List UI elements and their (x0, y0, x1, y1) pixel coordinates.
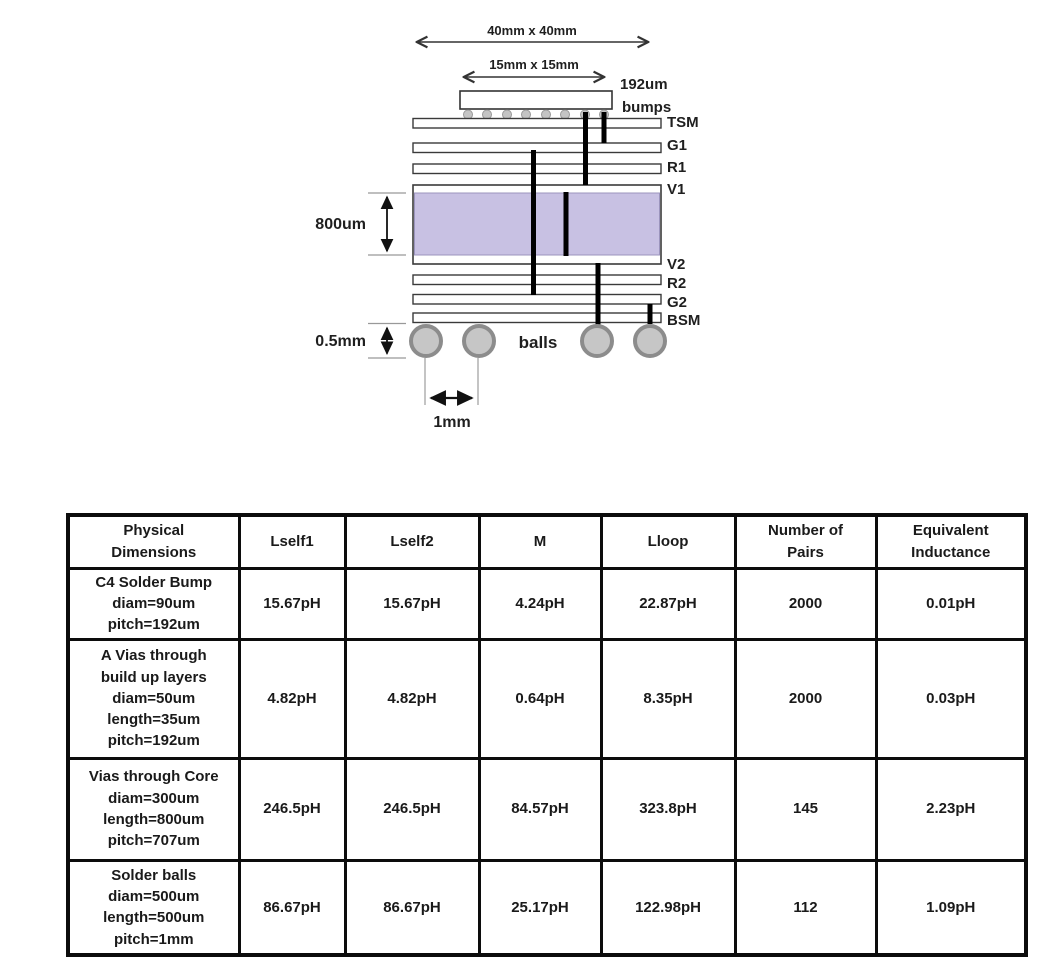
layer-r2 (413, 275, 661, 285)
bump-circle (561, 110, 570, 119)
value-cell: 8.35pH (601, 639, 735, 758)
bump-circle (503, 110, 512, 119)
column-header-number-of-pairs: Number of Pairs (735, 515, 876, 568)
label-v2: V2 (667, 256, 686, 273)
value-cell: 112 (735, 860, 876, 955)
label-r2: R2 (667, 275, 687, 292)
value-cell: 15.67pH (239, 568, 345, 639)
column-header-lself2: Lself2 (345, 515, 479, 568)
column-header-lself1: Lself1 (239, 515, 345, 568)
die-rect (460, 91, 612, 109)
value-cell: 4.24pH (479, 568, 601, 639)
bumps-label-line2: bumps (622, 99, 672, 116)
value-cell: 0.03pH (876, 639, 1026, 758)
value-cell: 4.82pH (239, 639, 345, 758)
via-through-core (564, 192, 569, 256)
value-cell: 0.01pH (876, 568, 1026, 639)
dimension-cell: A Vias through build up layers diam=50um length=35um pitch=192um (68, 639, 239, 758)
ball-circle (635, 326, 665, 356)
layer-tsm (413, 119, 661, 129)
label-r1: R1 (667, 159, 687, 176)
dim-label-15mm: 15mm x 15mm (489, 57, 579, 72)
value-cell: 84.57pH (479, 758, 601, 860)
layer-g1 (413, 143, 661, 153)
table-row-vias-buildup (68, 639, 1026, 758)
via-g1-to-g2 (531, 150, 536, 295)
dim-label-0.5mm: 0.5mm (315, 333, 366, 350)
via-bump-to-v1 (583, 112, 588, 185)
value-cell: 4.82pH (345, 639, 479, 758)
inductance-table (66, 513, 1028, 957)
via-bsm-to-ball (648, 304, 653, 324)
table-row-solder-balls (68, 860, 1026, 955)
value-cell: 1.09pH (876, 860, 1026, 955)
value-cell: 145 (735, 758, 876, 860)
value-cell: 25.17pH (479, 860, 601, 955)
ball-circle (464, 326, 494, 356)
value-cell: 2000 (735, 568, 876, 639)
label-g2: G2 (667, 294, 688, 311)
value-cell: 2.23pH (876, 758, 1026, 860)
column-header-equivalent-inductance: Equivalent Inductance (876, 515, 1026, 568)
label-bsm: BSM (667, 312, 701, 329)
via-v2-to-ball (596, 263, 601, 325)
label-tsm: TSM (667, 114, 699, 131)
value-cell: 0.64pH (479, 639, 601, 758)
column-header-physical-dimensions: Physical Dimensions (68, 515, 239, 568)
layer-g2 (413, 295, 661, 305)
label-v1: V1 (667, 181, 686, 198)
core-body (415, 193, 660, 255)
dim-label-800um: 800um (315, 216, 366, 233)
value-cell: 22.87pH (601, 568, 735, 639)
label-g1: G1 (667, 137, 688, 154)
value-cell: 246.5pH (239, 758, 345, 860)
ball-circle (582, 326, 612, 356)
value-cell: 15.67pH (345, 568, 479, 639)
value-cell: 86.67pH (345, 860, 479, 955)
bump-circle (522, 110, 531, 119)
column-header-m: M (479, 515, 601, 568)
value-cell: 246.5pH (345, 758, 479, 860)
layer-r1 (413, 164, 661, 174)
value-cell: 86.67pH (239, 860, 345, 955)
ball-circle (411, 326, 441, 356)
bump-circle (483, 110, 492, 119)
table-header-row (68, 515, 1026, 568)
table-row-vias-core (68, 758, 1026, 860)
dimension-cell: C4 Solder Bump diam=90um pitch=192um (68, 568, 239, 639)
value-cell: 2000 (735, 639, 876, 758)
value-cell: 122.98pH (601, 860, 735, 955)
bumps-label-line1: 192um (620, 76, 668, 93)
balls-label: balls (518, 333, 558, 352)
dim-label-40mm: 40mm x 40mm (487, 23, 577, 38)
column-header-lloop: Lloop (601, 515, 735, 568)
dimension-cell: Solder balls diam=500um length=500um pitch=1mm (68, 860, 239, 955)
dim-label-1mm: 1mm (433, 414, 471, 431)
value-cell: 323.8pH (601, 758, 735, 860)
dimension-cell: Vias through Core diam=300um length=800um pitch=707um (68, 758, 239, 860)
table-row-c4-solder-bump (68, 568, 1026, 639)
via-bump-to-g1 (602, 112, 607, 143)
bump-circle (542, 110, 551, 119)
bump-circle (464, 110, 473, 119)
layer-bsm (413, 313, 661, 323)
